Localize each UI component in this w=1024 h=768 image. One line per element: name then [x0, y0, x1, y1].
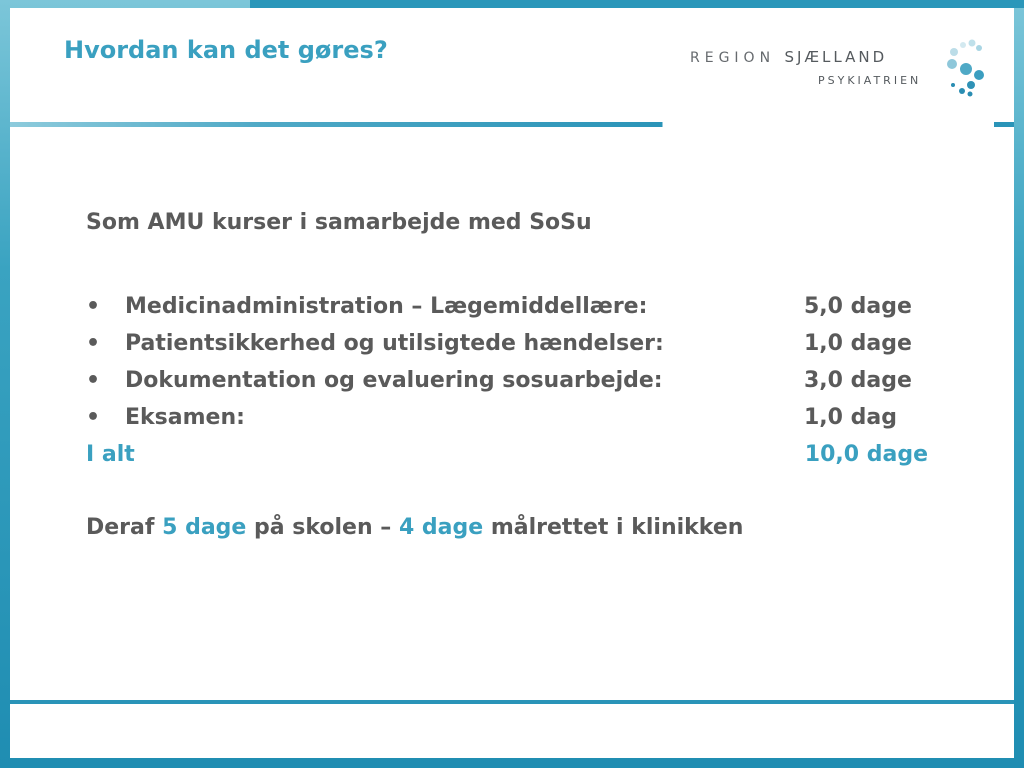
- item-label: Eksamen:: [125, 405, 245, 430]
- top-accent-bar: [250, 0, 1024, 8]
- summary-text: på skolen –: [246, 515, 399, 540]
- logo-word-sjaelland: SJÆLLAND: [784, 48, 888, 66]
- bullet-icon: •: [86, 331, 101, 356]
- logo-subtitle: PSYKIATRIEN: [818, 74, 922, 87]
- bullet-icon: •: [86, 368, 101, 393]
- total-row: [86, 436, 936, 473]
- logo-dots-icon: [940, 38, 985, 100]
- list-item: [86, 325, 936, 362]
- item-value: 5,0 dage: [804, 294, 912, 319]
- summary-text: målrettet i klinikken: [483, 515, 744, 540]
- list-item: [86, 288, 936, 325]
- list-item: [86, 399, 936, 436]
- item-label: Medicinadministration – Lægemiddellære:: [125, 294, 648, 319]
- logo-word-region: REGION: [690, 50, 776, 66]
- total-label: I alt: [86, 442, 135, 467]
- summary-highlight-clinic-days: 4 dage: [398, 515, 484, 540]
- summary-text: Deraf: [86, 515, 163, 540]
- item-value: 1,0 dag: [804, 405, 897, 430]
- footer-panel: [10, 704, 1014, 758]
- total-value: 10,0 dage: [804, 442, 928, 467]
- summary-line: [86, 509, 936, 546]
- item-label: Patientsikkerhed og utilsigtede hændelser:: [125, 331, 664, 356]
- item-label: Dokumentation og evaluering sosuarbejde:: [125, 368, 663, 393]
- slide-content: [86, 208, 936, 546]
- item-value: 3,0 dage: [804, 368, 912, 393]
- content-subtitle: Som AMU kurser i samarbejde med SoSu: [86, 210, 592, 235]
- summary-highlight-school-days: 5 dage: [162, 515, 247, 540]
- slide-title: Hvordan kan det gøres?: [64, 36, 388, 64]
- logo-wordmark: [690, 48, 887, 66]
- bullet-icon: •: [86, 405, 101, 430]
- region-sjaelland-logo: [690, 38, 990, 100]
- bullet-icon: •: [86, 294, 101, 319]
- list-item: [86, 362, 936, 399]
- item-value: 1,0 dage: [804, 331, 912, 356]
